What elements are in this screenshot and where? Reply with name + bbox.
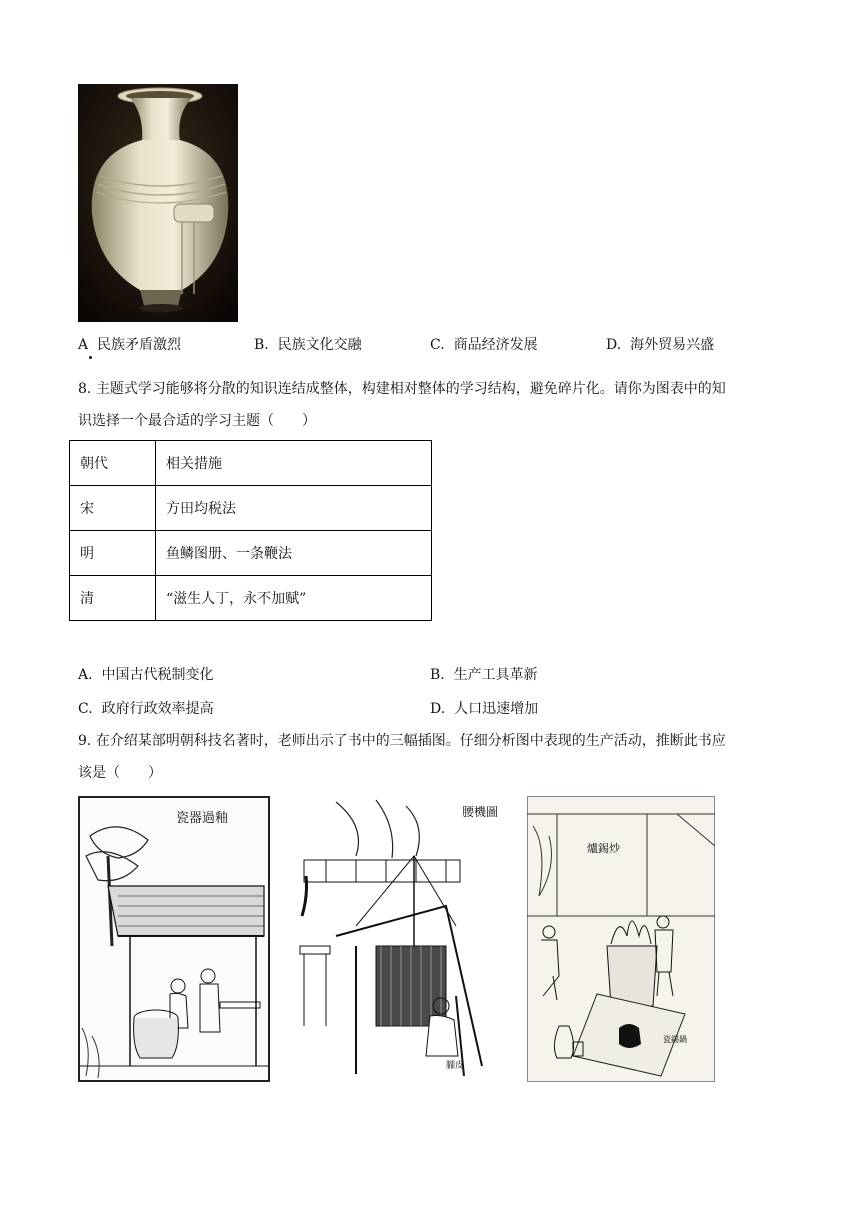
table-header-cell: 相关措施 (156, 441, 432, 486)
q8-option-d[interactable] (430, 700, 538, 718)
illustration-caption: 瓷器過釉 (175, 811, 228, 826)
illustration-tin-smelting (527, 796, 715, 1082)
option-text: 商品经济发展 (453, 337, 538, 353)
q8-stem (78, 373, 783, 437)
q7-option-c[interactable] (430, 336, 538, 354)
q8-stem-line-1: 8. 主题式学习能够将分散的知识连结成整体，构建相对整体的学习结构，避免碎片化。请你为图表中的知 (78, 381, 726, 397)
illustration-note: 瓷錫鍋 (663, 1035, 687, 1044)
option-text: 民族文化交融 (277, 337, 362, 353)
table-row (70, 486, 432, 531)
q9-stem-line-2: 该是（ ） (78, 765, 162, 781)
q8-option-c[interactable] (78, 700, 214, 718)
q8-stem-line-2: 识选择一个最合适的学习主题（ ） (78, 413, 316, 429)
q8-table (69, 440, 432, 621)
table-row (70, 531, 432, 576)
table-cell-measure: “滋生人丁，永不加赋” (156, 576, 432, 621)
q8-option-b[interactable] (430, 666, 538, 684)
option-letter: D. (606, 337, 622, 353)
emphasis-dot (89, 356, 92, 359)
q7-option-a[interactable] (78, 336, 181, 354)
table-cell-dynasty: 宋 (70, 486, 156, 531)
option-text: 人口迅速增加 (454, 701, 539, 717)
option-letter: C. (78, 701, 93, 717)
table-row (70, 576, 432, 621)
q7-option-b[interactable] (254, 336, 362, 354)
q7-option-d[interactable] (606, 336, 714, 354)
illustration-loom-weaving (296, 796, 499, 1080)
option-letter: A (78, 337, 89, 353)
q9-stem (78, 725, 783, 789)
illustration-note: 腳皮 (446, 1061, 465, 1071)
illustration-caption: 腰機圖 (462, 805, 499, 819)
q8-option-a[interactable] (78, 666, 213, 684)
table-cell-dynasty: 清 (70, 576, 156, 621)
table-cell-dynasty: 明 (70, 531, 156, 576)
table-header-cell: 朝代 (70, 441, 156, 486)
white-glazed-vase-photo (78, 84, 238, 322)
option-letter: A. (78, 667, 93, 683)
option-letter: C. (430, 337, 445, 353)
table-cell-measure: 鱼鳞图册、一条鞭法 (156, 531, 432, 576)
option-text: 海外贸易兴盛 (630, 337, 715, 353)
table-cell-measure: 方田均税法 (156, 486, 432, 531)
option-letter: B. (430, 667, 445, 683)
q9-stem-line-1: 9. 在介绍某部明朝科技名著时，老师出示了书中的三幅插图。仔细分析图中表现的生产活动，推断此书应 (78, 733, 726, 749)
illustration-pottery-glazing (78, 796, 270, 1082)
option-letter: B. (254, 337, 269, 353)
option-text: 民族矛盾激烈 (97, 337, 182, 353)
option-text: 中国古代税制变化 (101, 667, 214, 683)
option-letter: D. (430, 701, 446, 717)
table-header-row (70, 441, 432, 486)
illustration-caption: 爐錫炒 (587, 842, 620, 855)
option-text: 政府行政效率提高 (101, 701, 214, 717)
option-text: 生产工具革新 (453, 667, 538, 683)
